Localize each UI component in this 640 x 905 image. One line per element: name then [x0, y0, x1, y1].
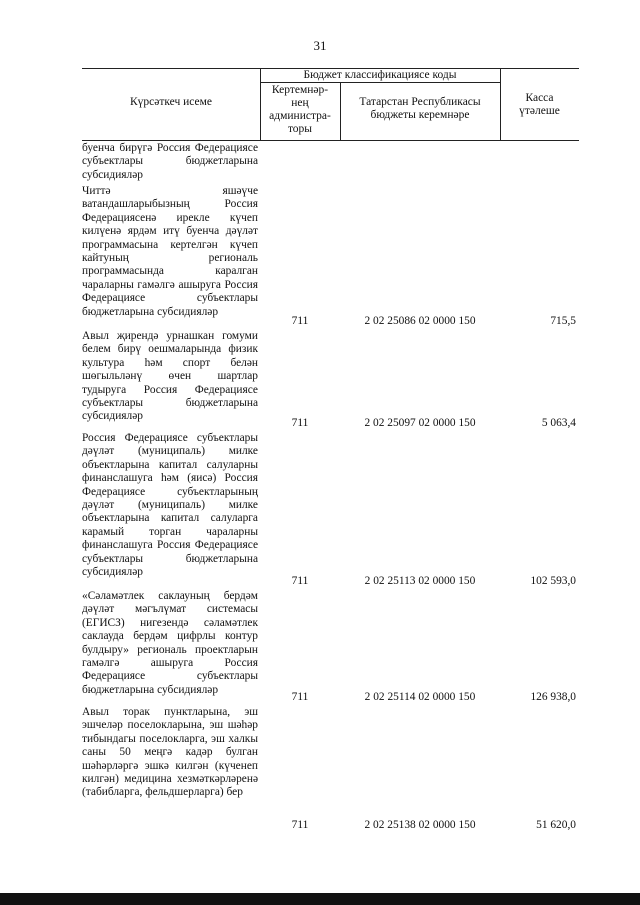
row-amount: 51 620,0 [536, 818, 576, 831]
row-amount: 102 593,0 [530, 574, 576, 587]
page-number: 31 [313, 38, 327, 53]
row-revenue-code: 2 02 25114 02 0000 150 [364, 690, 476, 703]
header-budget-classification-code: Бюджет классификациясе коды [303, 69, 457, 81]
row-admin-code: 711 [291, 574, 309, 587]
row-admin-code: 711 [291, 314, 309, 327]
row-admin-code: 711 [291, 818, 309, 831]
row-revenue-code: 2 02 25097 02 0000 150 [364, 416, 476, 429]
table-row [82, 330, 579, 430]
row-name: Авыл торак пунктларына, эш эшчеләр поселокларына, эш шәһәр тибындагы поселокларга, эш халкы саны 50 меңгә кадәр булган шәһәрләргә эшкә килгән (күченеп килгән) медицина хезмәткәрләренә (табибларга, фельдшерларга) бер [82, 706, 258, 799]
row-name: «Сәламәтлек саклауның бердәм дәүләт мәгълүмат системасы (ЕГИСЗ) нигезендә сәламәтлек саклауда бердәм цифрлы контур булдыру» региональ проектларын гамәлгә ашыруга Россия Федерациясе субъектлары бюджетларына субсидияләр [82, 590, 258, 696]
header-bottom-border [82, 140, 579, 141]
row-admin-code: 711 [291, 690, 309, 703]
row-name: Читтә яшәүче ватандашларыбызның Россия Федерациясенә ирекле күчеп килүенә ярдәм итү буенча дәүләт программасына кертелгән күчеп кайтуның региональ программасында каралган чараларны гамәлгә ашыруга Россия Федерациясе субъектлары бюджетларына субсидияләр [82, 185, 258, 318]
table-row [82, 706, 579, 832]
row-name: буенча бирүгә Россия Федерациясе субъектлары бюджетларына субсидияләр [82, 142, 258, 181]
row-amount: 126 938,0 [530, 690, 576, 703]
row-admin-code: 711 [291, 416, 309, 429]
header-group-divider [260, 82, 500, 83]
scan-bottom-edge [0, 893, 640, 905]
table-row [82, 185, 579, 328]
header-indicator-name: Күрсәткеч исеме [129, 96, 213, 108]
row-name: Авыл җирендә урнашкан гомуми белем бирү оешмаларында физик культура һәм спорт белән шөгыльләнү өчен шартлар тудыруга Россия Федерациясе субъектлары бюджетларына субсидияләр [82, 330, 258, 423]
row-revenue-code: 2 02 25086 02 0000 150 [364, 314, 476, 327]
row-revenue-code: 2 02 25113 02 0000 150 [364, 574, 476, 587]
header-cash-execution: Касса үтәлеше [519, 92, 560, 117]
row-revenue-code: 2 02 25138 02 0000 150 [364, 818, 476, 831]
table-row [82, 432, 579, 588]
table-row [82, 142, 579, 182]
row-amount: 715,5 [550, 314, 576, 327]
table-row [82, 590, 579, 704]
row-name: Россия Федерациясе субъектлары дәүләт (муниципаль) милке объектларына капитал салуларны финанслашуга һәм (яисә) Россия Федерациясе субъектларының дәүләт (муниципаль) милке объектларына капитал салуларга карамый торган чараларны финанслашуга Россия Федерациясе субъектлары бюджетларына субсидияләр [82, 432, 258, 579]
header-revenue-administrator: Кертемнәр- нең администра- торы [269, 84, 331, 135]
row-amount: 5 063,4 [541, 416, 576, 429]
header-revenue-code: Татарстан Республикасы бюджеты керемнәре [359, 96, 481, 121]
